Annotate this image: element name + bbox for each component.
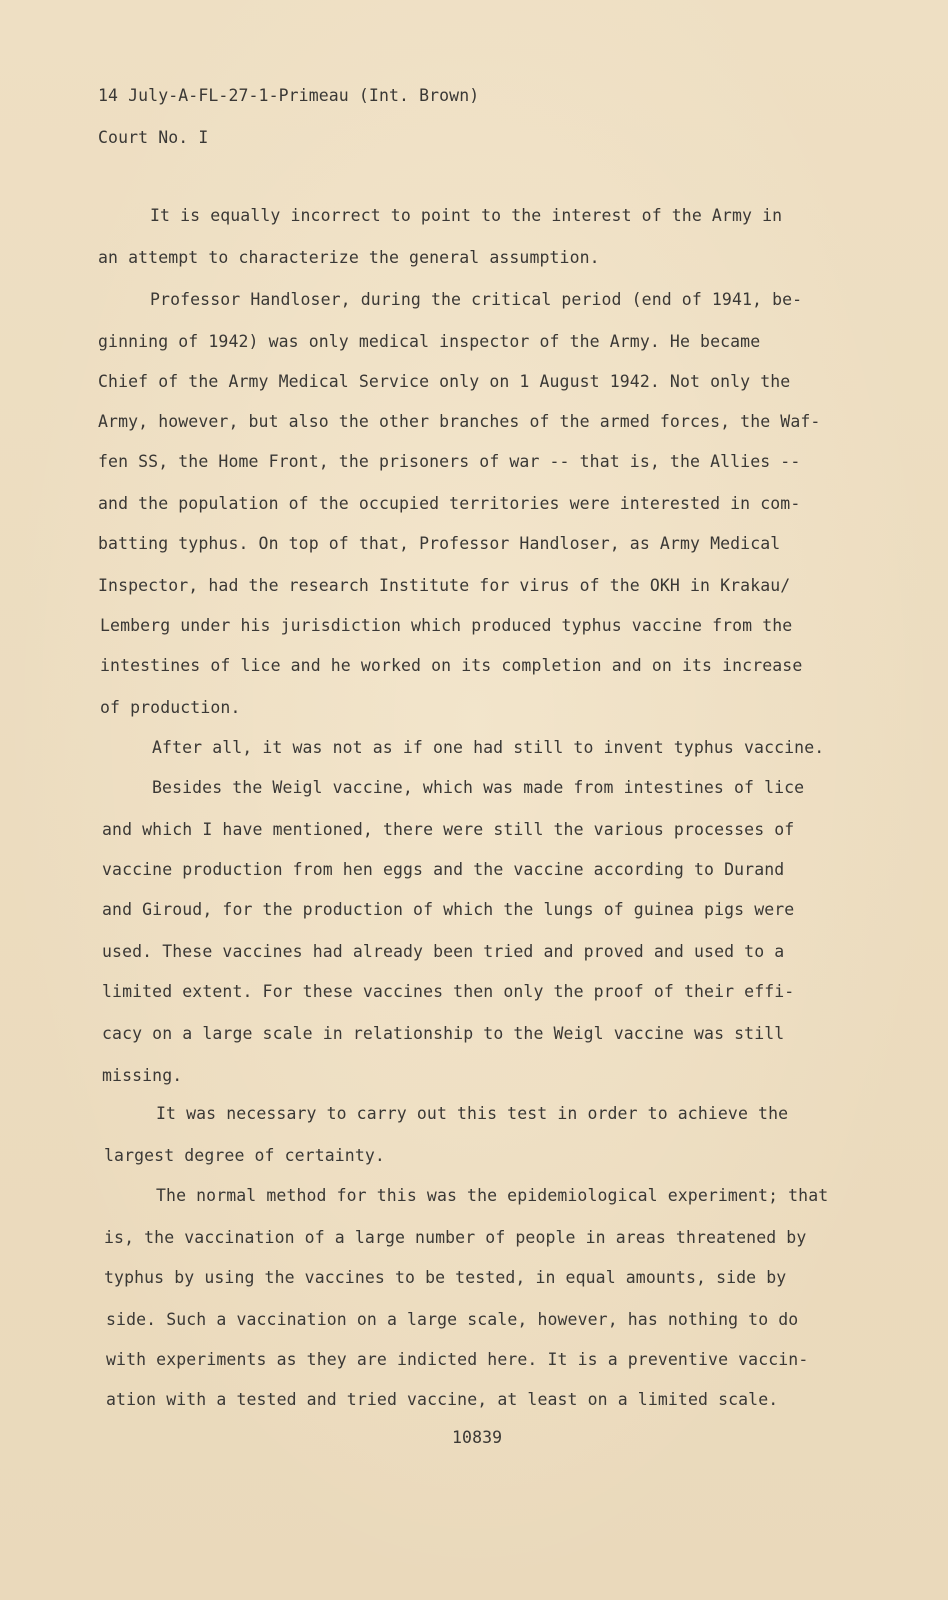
text-line: of production. <box>100 698 241 717</box>
text-line: It was necessary to carry out this test in order to achieve the <box>156 1104 789 1123</box>
court-number: Court No. I <box>98 128 209 147</box>
text-line: side. Such a vaccination on a large scale, however, has nothing to do <box>106 1310 799 1329</box>
text-line: ginning of 1942) was only medical inspector of the Army. He became <box>98 332 761 351</box>
text-line: Professor Handloser, during the critical period (end of 1941, be- <box>150 290 803 309</box>
text-line: largest degree of certainty. <box>104 1146 385 1165</box>
text-line: intestines of lice and he worked on its completion and on its increase <box>100 656 803 675</box>
text-line: and which I have mentioned, there were still the various processes of <box>102 820 795 839</box>
text-line: Army, however, but also the other branches of the armed forces, the Waf- <box>98 412 821 431</box>
page-number: 10839 <box>452 1428 503 1447</box>
text-line: Inspector, had the research Institute for virus of the OKH in Krakau/ <box>98 576 791 595</box>
text-line: limited extent. For these vaccines then only the proof of their effi- <box>102 982 795 1001</box>
text-line: used. These vaccines had already been tried and proved and used to a <box>102 942 785 961</box>
text-line: fen SS, the Home Front, the prisoners of war -- that is, the Allies -- <box>98 452 801 471</box>
text-line: ation with a tested and tried vaccine, at least on a limited scale. <box>106 1390 779 1409</box>
text-line: an attempt to characterize the general assumption. <box>98 248 600 267</box>
text-line: Lemberg under his jurisdiction which produced typhus vaccine from the <box>100 616 793 635</box>
text-line: is, the vaccination of a large number of people in areas threatened by <box>104 1228 807 1247</box>
text-line: It is equally incorrect to point to the interest of the Army in <box>150 206 783 225</box>
text-line: The normal method for this was the epidemiological experiment; that <box>156 1186 829 1205</box>
file-reference: 14 July-A-FL-27-1-Primeau (Int. Brown) <box>98 86 480 105</box>
text-line: batting typhus. On top of that, Professor Handloser, as Army Medical <box>98 534 781 553</box>
text-line: and Giroud, for the production of which the lungs of guinea pigs were <box>102 900 795 919</box>
text-line: Chief of the Army Medical Service only on 1 August 1942. Not only the <box>98 372 791 391</box>
text-line: Besides the Weigl vaccine, which was made from intestines of lice <box>152 778 805 797</box>
text-line: and the population of the occupied territories were interested in com- <box>98 494 801 513</box>
text-line: cacy on a large scale in relationship to the Weigl vaccine was still <box>102 1024 785 1043</box>
text-line: vaccine production from hen eggs and the vaccine according to Durand <box>102 860 785 879</box>
text-line: typhus by using the vaccines to be tested, in equal amounts, side by <box>104 1268 787 1287</box>
text-line: missing. <box>102 1066 183 1085</box>
text-line: After all, it was not as if one had still to invent typhus vaccine. <box>152 738 825 757</box>
text-line: with experiments as they are indicted here. It is a preventive vaccin- <box>106 1350 809 1369</box>
